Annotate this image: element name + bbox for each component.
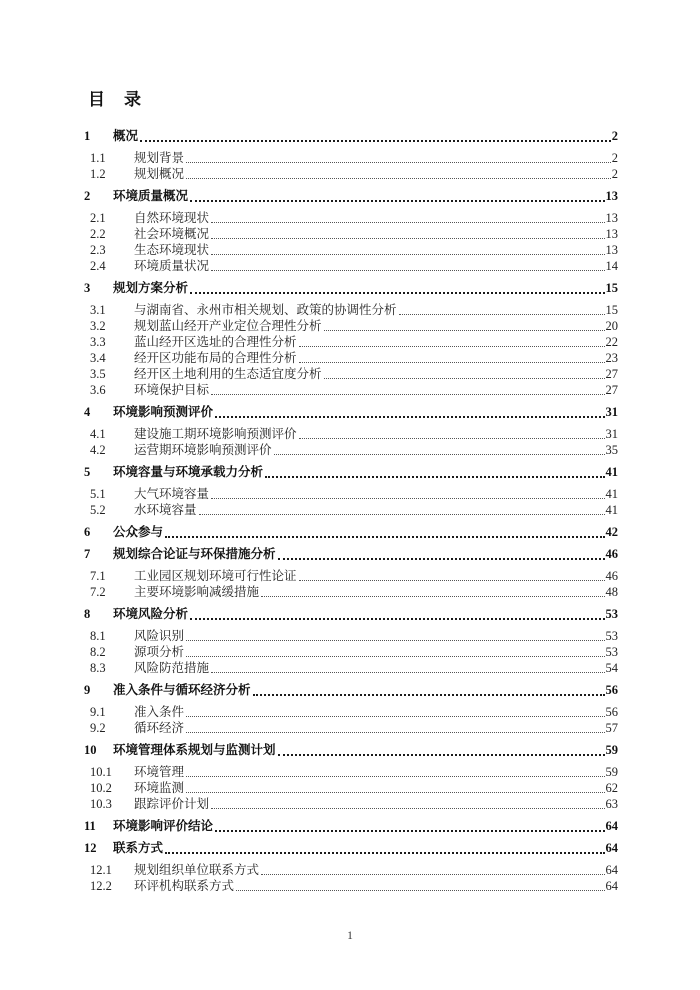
toc-entry-page: 31: [605, 405, 618, 419]
toc-entry-page: 15: [605, 281, 618, 295]
toc-entry: [84, 862, 618, 878]
toc-dot-leader: [211, 222, 604, 223]
toc-entry: [84, 546, 618, 562]
toc-entry-number: 9.2: [90, 721, 106, 735]
toc-dot-leader: [190, 200, 604, 202]
toc-dot-leader: [186, 656, 604, 657]
toc-entry-page: 54: [605, 661, 618, 675]
toc-dot-leader: [211, 238, 604, 239]
toc-entry: [84, 334, 618, 350]
toc-entry-title: 环境监测: [134, 781, 185, 795]
toc-entry-page: 62: [605, 781, 618, 795]
toc-entry-page: 13: [605, 189, 618, 203]
toc-dot-leader: [299, 438, 605, 439]
toc-entry: [84, 780, 618, 796]
toc-entry-number: 7: [84, 547, 91, 561]
toc-entry-title: 经开区功能布局的合理性分析: [134, 351, 297, 365]
toc-entry-title: 规划背景: [134, 151, 185, 165]
toc-entry-number: 2.4: [90, 259, 106, 273]
toc-entry-title: 联系方式: [113, 841, 164, 855]
toc-entry-title: 环境管理: [134, 765, 185, 779]
toc-entry-title: 蓝山经开区选址的合理性分析: [134, 335, 297, 349]
toc-entry: [84, 226, 618, 242]
toc-entry-page: 27: [605, 383, 618, 397]
toc-entry-title: 规划方案分析: [113, 281, 189, 295]
toc-entry-page: 57: [605, 721, 618, 735]
toc-entry-page: 41: [605, 465, 618, 479]
toc-entry: [84, 464, 618, 480]
toc-entry-title: 公众参与: [113, 525, 164, 539]
toc-entry: [84, 606, 618, 622]
toc-dot-leader: [278, 754, 605, 756]
toc-entry-page: 53: [605, 645, 618, 659]
toc-entry-number: 10: [84, 743, 97, 757]
toc-entry: [84, 742, 618, 758]
toc-heading: 目 录: [88, 90, 142, 109]
toc-entry-title: 环境影响评价结论: [113, 819, 214, 833]
toc-dot-leader: [165, 852, 604, 854]
page-number: 1: [347, 930, 353, 942]
toc-entry: [84, 128, 618, 144]
toc-entry-page: 64: [605, 863, 618, 877]
toc-entry-number: 10.2: [90, 781, 112, 795]
toc-entry-page: 13: [605, 243, 618, 257]
toc-dot-leader: [215, 416, 604, 418]
toc-entry-number: 5.1: [90, 487, 106, 501]
toc-entry: [84, 404, 618, 420]
toc-entry-number: 4.2: [90, 443, 106, 457]
toc-entry-title: 准入条件与循环经济分析: [113, 683, 251, 697]
toc-dot-leader: [261, 874, 604, 875]
toc-entry-page: 56: [605, 705, 618, 719]
toc-entry: [84, 660, 618, 676]
toc-entry: [84, 524, 618, 540]
toc-dot-leader: [261, 596, 604, 597]
toc-entry-title: 大气环境容量: [134, 487, 210, 501]
toc-dot-leader: [324, 378, 605, 379]
toc-entry-title: 环境影响预测评价: [113, 405, 214, 419]
toc-dot-leader: [324, 330, 605, 331]
toc-entry-title: 环境风险分析: [113, 607, 189, 621]
toc-entry-page: 46: [605, 547, 618, 561]
toc-entry: [84, 764, 618, 780]
toc-dot-leader: [186, 716, 604, 717]
toc-dot-leader: [399, 314, 605, 315]
toc-entry-page: 14: [605, 259, 618, 273]
toc-dot-leader: [186, 178, 611, 179]
toc-dot-leader: [265, 476, 604, 478]
toc-entry-title: 源项分析: [134, 645, 185, 659]
toc-dot-leader: [186, 732, 604, 733]
toc-entry: [84, 818, 618, 834]
toc-entry: [84, 704, 618, 720]
toc-entry-title: 准入条件: [134, 705, 185, 719]
toc-entry-number: 5.2: [90, 503, 106, 517]
toc-dot-leader: [215, 830, 604, 832]
toc-dot-leader: [190, 292, 604, 294]
toc-entry-number: 7.1: [90, 569, 106, 583]
toc-dot-leader: [211, 270, 604, 271]
toc-entry: [84, 350, 618, 366]
toc-entry-page: 64: [605, 841, 618, 855]
toc-entry: [84, 318, 618, 334]
toc-entry: [84, 568, 618, 584]
toc-entry-number: 3.6: [90, 383, 106, 397]
toc-entry-title: 主要环境影响减缓措施: [134, 585, 260, 599]
toc-dot-leader: [186, 640, 604, 641]
toc-entry-number: 10.3: [90, 797, 112, 811]
toc-entry-page: 53: [605, 607, 618, 621]
toc-entry-title: 自然环境现状: [134, 211, 210, 225]
toc-entry: [84, 426, 618, 442]
toc-dot-leader: [211, 394, 604, 395]
toc-entry-title: 与湖南省、永州市相关规划、政策的协调性分析: [134, 303, 397, 317]
toc-entry-title: 循环经济: [134, 721, 185, 735]
toc-entry-number: 3.1: [90, 303, 106, 317]
toc-dot-leader: [236, 890, 604, 891]
toc-entry-page: 41: [605, 487, 618, 501]
toc-entry-number: 8.1: [90, 629, 106, 643]
toc-entry: [84, 644, 618, 660]
toc-entry-number: 10.1: [90, 765, 112, 779]
toc-entry: [84, 878, 618, 894]
toc-entry-title: 风险识别: [134, 629, 185, 643]
toc-entry-number: 9: [84, 683, 91, 697]
toc-entry: [84, 502, 618, 518]
toc-entry-page: 64: [605, 879, 618, 893]
toc-entry-page: 2: [611, 129, 618, 143]
toc-entry-title: 环评机构联系方式: [134, 879, 235, 893]
toc-entry: [84, 258, 618, 274]
toc-entry-number: 11: [84, 819, 96, 833]
toc-entry: [84, 366, 618, 382]
toc-entry-title: 经开区土地利用的生态适宜度分析: [134, 367, 322, 381]
toc-dot-leader: [199, 514, 605, 515]
toc-dot-leader: [186, 776, 604, 777]
toc-entry-title: 生态环境现状: [134, 243, 210, 257]
toc-entry-page: 64: [605, 819, 618, 833]
toc-dot-leader: [211, 672, 604, 673]
toc-entry-number: 4: [84, 405, 91, 419]
toc-entry-page: 22: [605, 335, 618, 349]
toc-entry: [84, 242, 618, 258]
toc-entry: [84, 210, 618, 226]
toc-entry-title: 环境管理体系规划与监测计划: [113, 743, 276, 757]
toc-entry-number: 4.1: [90, 427, 106, 441]
toc-entry-title: 概况: [113, 129, 139, 143]
toc-entry: [84, 584, 618, 600]
toc-dot-leader: [190, 618, 604, 620]
toc-entry-page: 59: [605, 765, 618, 779]
toc-dot-leader: [140, 140, 611, 142]
toc-entry-title: 工业园区规划环境可行性论证: [134, 569, 297, 583]
toc-entry-page: 2: [611, 167, 618, 181]
toc-dot-leader: [299, 346, 605, 347]
toc-entry-page: 59: [605, 743, 618, 757]
toc-entry-page: 13: [605, 211, 618, 225]
toc-entry-number: 2.3: [90, 243, 106, 257]
toc-entry-title: 环境容量与环境承载力分析: [113, 465, 264, 479]
toc-entry-number: 3: [84, 281, 91, 295]
toc-entry-page: 35: [605, 443, 618, 457]
toc-entry-title: 规划蓝山经开产业定位合理性分析: [134, 319, 322, 333]
toc-entry-number: 2.2: [90, 227, 106, 241]
toc-entry-page: 20: [605, 319, 618, 333]
toc-entry-title: 跟踪评价计划: [134, 797, 210, 811]
toc-dot-leader: [211, 808, 604, 809]
toc-dot-leader: [186, 162, 611, 163]
toc-entry-number: 1.2: [90, 167, 106, 181]
toc-entry: [84, 188, 618, 204]
toc-entry: [84, 302, 618, 318]
toc-entry-title: 建设施工期环境影响预测评价: [134, 427, 297, 441]
toc-entry-number: 8: [84, 607, 91, 621]
toc-entry-number: 9.1: [90, 705, 106, 719]
toc-entry-number: 5: [84, 465, 91, 479]
toc-entry-page: 46: [605, 569, 618, 583]
toc-dot-leader: [278, 558, 605, 560]
toc-entry-number: 2: [84, 189, 91, 203]
toc-entry-number: 3.4: [90, 351, 106, 365]
toc-entry-title: 环境保护目标: [134, 383, 210, 397]
toc-entry-page: 41: [605, 503, 618, 517]
toc-entry-page: 63: [605, 797, 618, 811]
toc-entry-number: 6: [84, 525, 91, 539]
toc-entry-title: 规划概况: [134, 167, 185, 181]
toc-entry: [84, 382, 618, 398]
toc-entry: [84, 682, 618, 698]
toc-entry-number: 2.1: [90, 211, 106, 225]
toc-entry: [84, 486, 618, 502]
toc-entry: [84, 166, 618, 182]
toc-entry-page: 31: [605, 427, 618, 441]
toc-entry-page: 56: [605, 683, 618, 697]
toc-entry: [84, 628, 618, 644]
toc-entry-number: 3.3: [90, 335, 106, 349]
toc-dot-leader: [211, 498, 604, 499]
toc-entry-page: 13: [605, 227, 618, 241]
toc-entry-title: 环境质量状况: [134, 259, 210, 273]
toc-entry-number: 3.5: [90, 367, 106, 381]
toc-entry: [84, 150, 618, 166]
toc-entry-title: 风险防范措施: [134, 661, 210, 675]
toc-entry-number: 8.3: [90, 661, 106, 675]
toc-list: [84, 128, 618, 894]
toc-entry-page: 27: [605, 367, 618, 381]
toc-entry-title: 水环境容量: [134, 503, 197, 517]
toc-entry-page: 15: [605, 303, 618, 317]
toc-entry-title: 运营期环境影响预测评价: [134, 443, 272, 457]
toc-entry-page: 2: [611, 151, 618, 165]
toc-entry-page: 42: [605, 525, 618, 539]
toc-entry: [84, 720, 618, 736]
toc-entry-number: 1.1: [90, 151, 106, 165]
toc-entry-number: 1: [84, 129, 91, 143]
toc-entry-number: 8.2: [90, 645, 106, 659]
toc-entry-number: 12.1: [90, 863, 112, 877]
toc-entry-page: 53: [605, 629, 618, 643]
toc-dot-leader: [165, 536, 604, 538]
toc-dot-leader: [253, 694, 605, 696]
toc-entry: [84, 442, 618, 458]
toc-entry-number: 12: [84, 841, 97, 855]
toc-entry: [84, 840, 618, 856]
toc-entry: [84, 796, 618, 812]
toc-entry-number: 7.2: [90, 585, 106, 599]
toc-dot-leader: [211, 254, 604, 255]
toc-entry-number: 3.2: [90, 319, 106, 333]
toc-entry-page: 48: [605, 585, 618, 599]
toc-dot-leader: [186, 792, 604, 793]
toc-entry-title: 规划综合论证与环保措施分析: [113, 547, 276, 561]
toc-entry-page: 23: [605, 351, 618, 365]
toc-entry: [84, 280, 618, 296]
toc-entry-number: 12.2: [90, 879, 112, 893]
toc-dot-leader: [274, 454, 605, 455]
toc-dot-leader: [299, 362, 605, 363]
toc-dot-leader: [299, 580, 605, 581]
toc-entry-title: 环境质量概况: [113, 189, 189, 203]
toc-entry-title: 规划组织单位联系方式: [134, 863, 260, 877]
toc-entry-title: 社会环境概况: [134, 227, 210, 241]
